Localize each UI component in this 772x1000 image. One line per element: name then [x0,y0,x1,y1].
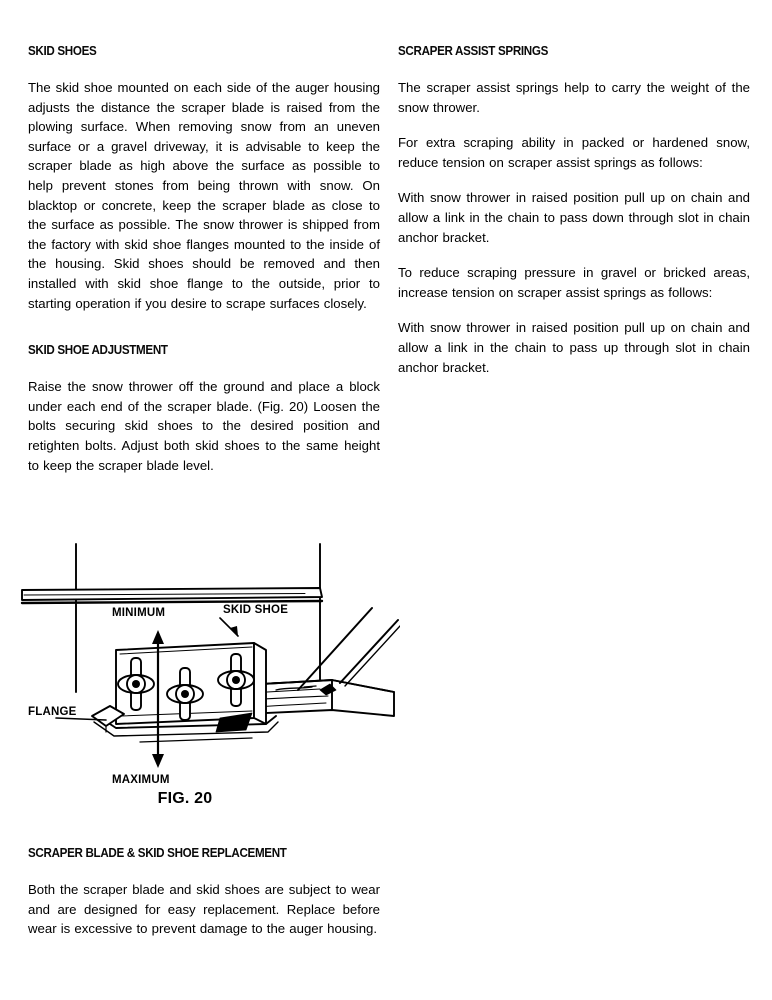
figure-label-flange: FLANGE [28,706,77,718]
skid-shoe-leader-arrowhead [230,626,238,636]
paragraph-springs-reduce-tension-steps: With snow thrower in raised position pull up on chain and allow a link in the chain to pass down through slot in chain anchor bracket. [398,190,750,245]
section-heading-skid-shoe-adjustment: SKID SHOE ADJUSTMENT [28,343,168,358]
skid-shoe-plate-return [254,643,266,724]
figure-caption: FIG. 20 [157,790,213,807]
left-column [28,44,380,475]
assist-rod-2b [345,626,400,686]
figure-label-skid-shoe: SKID SHOE [223,604,289,616]
paragraph-skid-shoe-adjustment-body: Raise the snow thrower off the ground and place a block under each end of the scraper blade. (Fig. 20) Loosen the bolts securing skid shoes to the desired position and retighten bolts. Adjust both skid shoes to the same height to keep the scraper blade level. [28,379,380,473]
paragraph-scraper-blade-replacement-body: Both the scraper blade and skid shoes are subject to wear and are designed for easy replacement. Replace before wear is excessive to prevent damage to the auger housing. [28,882,380,937]
section-heading-scraper-blade-replacement: SCRAPER BLADE & SKID SHOE REPLACEMENT [28,846,287,860]
arrow-head-maximum [152,754,164,768]
paragraph-springs-increase-tension-steps: With snow thrower in raised position pull up on chain and allow a link in the chain to pass up through slot in chain anchor bracket. [398,320,750,375]
right-column [398,44,750,377]
figure-label-minimum: MINIMUM [112,607,166,619]
paragraph-skid-shoes-body: The skid shoe mounted on each side of the auger housing adjusts the distance the scraper blade is raised from the plowing surface. When removing snow from an uneven surface or a gravel driveway, it is advisable to keep the scraper blade as high above the surface as possible to help prevent stones from being thrown with snow. On blacktop or concrete, keep the scraper blade as close to the surface as possible. The snow thrower is shipped from the factory with skid shoe flanges mounted to the inside of the housing. Skid shoes should be removed and then installed with skid shoe flange to the outside, prior to starting operation if you desire to scrape surfaces closely. [28,80,380,311]
section-heading-skid-shoes: SKID SHOES [28,44,97,58]
bottom-section [28,846,380,939]
paragraph-springs-intro: The scraper assist springs help to carry the weight of the snow thrower. [398,80,750,115]
figure-label-maximum: MAXIMUM [112,774,170,786]
housing-bottom-lip-3 [140,738,252,742]
arrow-head-minimum [152,630,164,644]
paragraph-springs-increase-tension-intro: To reduce scraping pressure in gravel or bricked areas, increase tension on scraper assist springs as follows: [398,265,750,300]
housing-band-underline [22,601,322,603]
section-heading-scraper-assist-springs: SCRAPER ASSIST SPRINGS [398,44,549,58]
paragraph-springs-reduce-tension-intro: For extra scraping ability in packed or hardened snow, reduce tension on scraper assist springs as follows: [398,135,750,170]
assist-rod-2 [340,620,398,683]
assist-rod-1 [298,608,372,690]
